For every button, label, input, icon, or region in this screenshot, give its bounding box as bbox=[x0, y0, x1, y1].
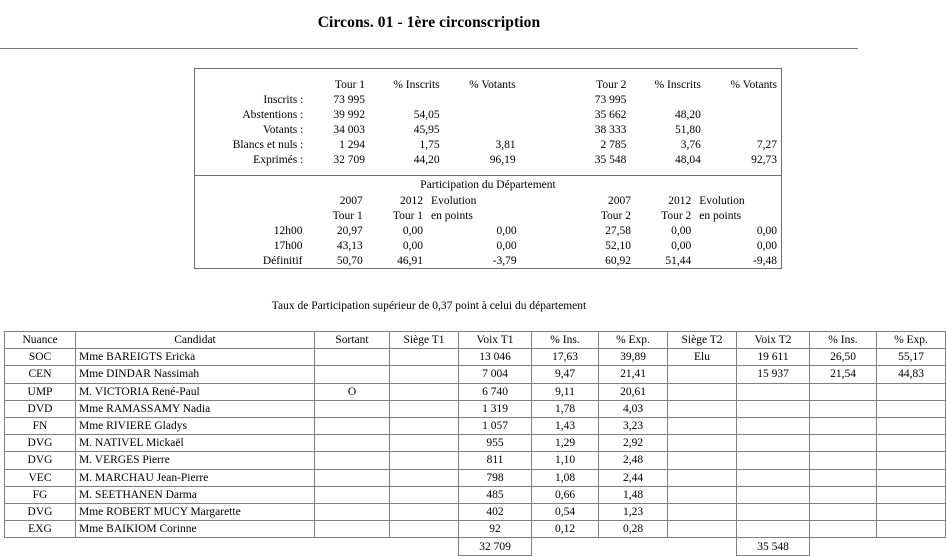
participation-2012-t1: 0,00 bbox=[402, 239, 424, 252]
cell-exp-t1: 3,23 bbox=[599, 417, 668, 434]
header-en-points-t1: en points bbox=[431, 209, 473, 222]
cell-exp-t1: 1,23 bbox=[599, 503, 668, 520]
cell-nuance: EXG bbox=[5, 521, 76, 538]
cell-exp-t2 bbox=[877, 452, 946, 469]
summary-t2-pct-inscrits: 3,76 bbox=[680, 138, 701, 151]
cell-nuance: UMP bbox=[5, 383, 76, 400]
cell-nuance: FN bbox=[5, 417, 76, 434]
header-pct-inscrits-t1: % Inscrits bbox=[393, 78, 440, 91]
cell-ins-t1: 17,63 bbox=[532, 349, 599, 366]
cell-exp-t2 bbox=[877, 469, 946, 486]
summary-t1-value: 32 709 bbox=[333, 153, 366, 166]
cell-siege-t2 bbox=[668, 503, 737, 520]
cell-siege-t2 bbox=[668, 521, 737, 538]
participation-row-label: Définitif bbox=[262, 254, 303, 267]
cell-exp-t2 bbox=[877, 503, 946, 520]
column-gap bbox=[521, 193, 575, 208]
cell-ins-t2 bbox=[810, 503, 877, 520]
totals-blank-sortant bbox=[315, 538, 390, 556]
cell-candidat: Mme RIVIERE Gladys bbox=[76, 417, 315, 434]
header-tour1-a: Tour 1 bbox=[332, 209, 363, 222]
summary-t2-value: 73 995 bbox=[594, 93, 627, 106]
participation-row bbox=[195, 253, 781, 268]
summary-t2-pct-inscrits: 51,80 bbox=[675, 123, 701, 136]
table-row bbox=[5, 417, 946, 434]
cell-nuance: CEN bbox=[5, 366, 76, 383]
cell-nuance: DVG bbox=[5, 503, 76, 520]
summary-header-row bbox=[195, 77, 781, 92]
cell-siege-t1 bbox=[390, 383, 459, 400]
cell-siege-t2 bbox=[668, 417, 737, 434]
col-header-siege-t1: Siège T1 bbox=[390, 332, 459, 349]
candidates-header-row bbox=[5, 332, 946, 349]
cell-exp-t1: 21,41 bbox=[599, 366, 668, 383]
spacer bbox=[195, 167, 781, 175]
cell-exp-t1: 1,48 bbox=[599, 486, 668, 503]
cell-ins-t2: 21,54 bbox=[810, 366, 877, 383]
cell-voix-t1: 1 057 bbox=[459, 417, 532, 434]
cell-voix-t1: 92 bbox=[459, 521, 532, 538]
summary-row-label: Exprimés : bbox=[253, 153, 304, 166]
participation-header-blank bbox=[195, 193, 306, 208]
table-row bbox=[5, 486, 946, 503]
cell-candidat: Mme RAMASSAMY Nadia bbox=[76, 400, 315, 417]
spacer bbox=[195, 69, 781, 77]
summary-header-blank bbox=[195, 77, 307, 92]
participation-row-label: 17h00 bbox=[273, 239, 303, 252]
totals-row bbox=[5, 538, 946, 556]
vote-summary-section bbox=[195, 69, 781, 175]
candidates-table bbox=[4, 331, 946, 556]
participation-row bbox=[195, 238, 781, 253]
summary-row bbox=[195, 152, 781, 167]
summary-t1-pct-inscrits: 1,75 bbox=[419, 138, 440, 151]
cell-siege-t1 bbox=[390, 521, 459, 538]
table-row bbox=[5, 452, 946, 469]
participation-row-label: 12h00 bbox=[273, 224, 303, 237]
participation-title: Participation du Département bbox=[420, 179, 556, 191]
summary-t2-pct-inscrits: 48,20 bbox=[675, 108, 701, 121]
totals-voix-t1: 32 709 bbox=[459, 538, 532, 556]
participation-tour-header-row bbox=[195, 208, 781, 223]
cell-candidat: M. SEETHANEN Darma bbox=[76, 486, 315, 503]
cell-ins-t2 bbox=[810, 400, 877, 417]
cell-siege-t1 bbox=[390, 349, 459, 366]
cell-sortant bbox=[315, 366, 390, 383]
totals-blank-exp-t1 bbox=[599, 538, 668, 556]
participation-2007-t2: 27,58 bbox=[605, 224, 631, 237]
cell-ins-t1: 1,29 bbox=[532, 435, 599, 452]
cell-nuance: DVG bbox=[5, 435, 76, 452]
col-header-sortant: Sortant bbox=[315, 332, 390, 349]
participation-2012-t1: 0,00 bbox=[402, 224, 424, 237]
table-row bbox=[5, 383, 946, 400]
cell-siege-t2 bbox=[668, 435, 737, 452]
cell-exp-t2 bbox=[877, 417, 946, 434]
col-header-ins-t2: % Ins. bbox=[810, 332, 877, 349]
participation-header-blank bbox=[195, 208, 306, 223]
totals-blank-siege-t2 bbox=[668, 538, 737, 556]
header-year-2007-t2: 2007 bbox=[608, 194, 631, 207]
summary-row bbox=[195, 107, 781, 122]
cell-exp-t1: 0,28 bbox=[599, 521, 668, 538]
cell-candidat: Mme DINDAR Nassimah bbox=[76, 366, 315, 383]
col-header-nuance: Nuance bbox=[5, 332, 76, 349]
summary-t2-pct-votants: 92,73 bbox=[751, 153, 777, 166]
title-divider bbox=[0, 48, 858, 49]
participation-2007-t1: 43,13 bbox=[336, 239, 363, 252]
department-participation-section bbox=[195, 175, 781, 268]
participation-2012-t2: 0,00 bbox=[671, 224, 692, 237]
page-title: Circons. 01 - 1ère circonscription bbox=[317, 14, 541, 31]
summary-t1-pct-inscrits: 54,05 bbox=[413, 108, 440, 121]
cell-voix-t1: 485 bbox=[459, 486, 532, 503]
cell-voix-t2 bbox=[737, 503, 810, 520]
participation-evolution-t2: -9,48 bbox=[753, 254, 777, 267]
cell-siege-t1 bbox=[390, 435, 459, 452]
cell-ins-t2 bbox=[810, 469, 877, 486]
cell-voix-t1: 811 bbox=[459, 452, 532, 469]
cell-nuance: DVD bbox=[5, 400, 76, 417]
col-header-exp-t2: % Exp. bbox=[877, 332, 946, 349]
cell-sortant: O bbox=[315, 383, 390, 400]
vote-summary-table bbox=[195, 69, 781, 175]
cell-voix-t1: 798 bbox=[459, 469, 532, 486]
col-header-siege-t2: Siège T2 bbox=[668, 332, 737, 349]
cell-voix-t1: 1 319 bbox=[459, 400, 532, 417]
summary-t1-value: 39 992 bbox=[333, 108, 366, 121]
cell-candidat: M. NATIVEL Mickaël bbox=[76, 435, 315, 452]
summary-row-label: Abstentions : bbox=[242, 108, 304, 121]
cell-voix-t1: 7 004 bbox=[459, 366, 532, 383]
participation-table bbox=[195, 193, 781, 268]
cell-voix-t1: 402 bbox=[459, 503, 532, 520]
col-header-exp-t1: % Exp. bbox=[599, 332, 668, 349]
cell-exp-t1: 39,89 bbox=[599, 349, 668, 366]
cell-ins-t1: 0,54 bbox=[532, 503, 599, 520]
totals-blank-exp-t2 bbox=[877, 538, 946, 556]
participation-evolution-t1: -3,79 bbox=[492, 254, 517, 267]
column-gap bbox=[520, 77, 569, 92]
participation-2012-t2: 0,00 bbox=[671, 239, 692, 252]
cell-voix-t1: 13 046 bbox=[459, 349, 532, 366]
cell-exp-t2 bbox=[877, 486, 946, 503]
participation-year-header-row bbox=[195, 193, 781, 208]
participation-row bbox=[195, 223, 781, 238]
cell-candidat: M. VERGES Pierre bbox=[76, 452, 315, 469]
column-gap bbox=[520, 122, 569, 137]
participation-2012-t2: 51,44 bbox=[665, 254, 692, 267]
summary-box bbox=[194, 68, 782, 269]
header-tour1: Tour 1 bbox=[334, 78, 366, 91]
cell-sortant bbox=[315, 435, 390, 452]
participation-evolution-t2: 0,00 bbox=[756, 239, 777, 252]
header-tour2-a: Tour 2 bbox=[600, 209, 631, 222]
column-gap bbox=[520, 137, 569, 152]
participation-evolution-t1: 0,00 bbox=[496, 224, 517, 237]
cell-candidat: M. MARCHAU Jean-Pierre bbox=[76, 469, 315, 486]
header-pct-votants-t1: % Votants bbox=[469, 78, 516, 91]
summary-t2-pct-votants bbox=[705, 92, 781, 107]
cell-voix-t2 bbox=[737, 417, 810, 434]
header-tour2: Tour 2 bbox=[596, 78, 627, 91]
column-gap bbox=[521, 223, 575, 238]
participation-evolution-t1: 0,00 bbox=[496, 239, 517, 252]
table-row bbox=[5, 435, 946, 452]
summary-t1-pct-votants bbox=[444, 92, 520, 107]
page-header bbox=[0, 0, 858, 49]
cell-voix-t1: 955 bbox=[459, 435, 532, 452]
cell-ins-t2 bbox=[810, 452, 877, 469]
cell-sortant bbox=[315, 417, 390, 434]
cell-exp-t1: 2,48 bbox=[599, 452, 668, 469]
participation-2007-t2: 52,10 bbox=[605, 239, 631, 252]
cell-ins-t1: 0,66 bbox=[532, 486, 599, 503]
participation-2007-t2: 60,92 bbox=[605, 254, 631, 267]
totals-blank-siege-t1 bbox=[390, 538, 459, 556]
cell-ins-t2 bbox=[810, 417, 877, 434]
cell-voix-t2 bbox=[737, 521, 810, 538]
cell-nuance: FG bbox=[5, 486, 76, 503]
column-gap bbox=[520, 92, 569, 107]
table-row bbox=[5, 503, 946, 520]
cell-exp-t1: 20,61 bbox=[599, 383, 668, 400]
summary-row bbox=[195, 122, 781, 137]
cell-siege-t1 bbox=[390, 486, 459, 503]
cell-exp-t1: 2,44 bbox=[599, 469, 668, 486]
summary-t2-pct-votants bbox=[705, 107, 781, 122]
cell-nuance: VEC bbox=[5, 469, 76, 486]
cell-ins-t1: 9,11 bbox=[532, 383, 599, 400]
header-tour2-b: Tour 2 bbox=[661, 209, 692, 222]
cell-ins-t1: 9,47 bbox=[532, 366, 599, 383]
cell-voix-t2 bbox=[737, 452, 810, 469]
summary-t2-pct-inscrits bbox=[630, 92, 705, 107]
cell-siege-t2 bbox=[668, 469, 737, 486]
summary-row bbox=[195, 137, 781, 152]
cell-exp-t2 bbox=[877, 383, 946, 400]
header-year-2012-t2: 2012 bbox=[668, 194, 692, 207]
totals-blank-ins-t1 bbox=[532, 538, 599, 556]
summary-t1-pct-votants: 96,19 bbox=[489, 153, 516, 166]
summary-t1-value: 1 294 bbox=[339, 138, 366, 151]
cell-exp-t2 bbox=[877, 400, 946, 417]
cell-nuance: DVG bbox=[5, 452, 76, 469]
cell-ins-t1: 1,08 bbox=[532, 469, 599, 486]
cell-voix-t2 bbox=[737, 400, 810, 417]
col-header-candidat: Candidat bbox=[76, 332, 315, 349]
summary-row-label: Votants : bbox=[262, 123, 304, 136]
cell-ins-t1: 1,10 bbox=[532, 452, 599, 469]
totals-blank-ins-t2 bbox=[810, 538, 877, 556]
header-tour1-b: Tour 1 bbox=[392, 209, 424, 222]
summary-t1-pct-inscrits bbox=[369, 92, 444, 107]
cell-siege-t2 bbox=[668, 366, 737, 383]
cell-ins-t2 bbox=[810, 521, 877, 538]
summary-t1-pct-inscrits: 44,20 bbox=[413, 153, 440, 166]
cell-sortant bbox=[315, 486, 390, 503]
cell-siege-t1 bbox=[390, 366, 459, 383]
cell-siege-t2 bbox=[668, 383, 737, 400]
summary-t2-value: 38 333 bbox=[594, 123, 627, 136]
table-row bbox=[5, 469, 946, 486]
cell-candidat: Mme BAIKIOM Corinne bbox=[76, 521, 315, 538]
totals-voix-t2: 35 548 bbox=[737, 538, 810, 556]
cell-voix-t2: 19 611 bbox=[737, 349, 810, 366]
cell-ins-t2 bbox=[810, 486, 877, 503]
cell-siege-t1 bbox=[390, 503, 459, 520]
cell-voix-t1: 6 740 bbox=[459, 383, 532, 400]
summary-t2-pct-votants bbox=[705, 122, 781, 137]
cell-exp-t2 bbox=[877, 435, 946, 452]
cell-sortant bbox=[315, 521, 390, 538]
column-gap bbox=[520, 107, 569, 122]
cell-candidat: Mme ROBERT MUCY Margarette bbox=[76, 503, 315, 520]
column-gap bbox=[521, 253, 575, 268]
cell-ins-t2 bbox=[810, 383, 877, 400]
candidates-body bbox=[5, 349, 946, 556]
column-gap bbox=[521, 238, 575, 253]
cell-candidat: M. VICTORIA René-Paul bbox=[76, 383, 315, 400]
summary-row bbox=[195, 92, 781, 107]
header-en-points-t2: en points bbox=[699, 209, 742, 222]
candidates-table-wrap bbox=[4, 331, 928, 556]
cell-ins-t2: 26,50 bbox=[810, 349, 877, 366]
participation-note: Taux de Participation supérieur de 0,37 point à celui du département bbox=[271, 300, 587, 312]
summary-t1-pct-votants bbox=[444, 122, 520, 137]
cell-ins-t1: 0,12 bbox=[532, 521, 599, 538]
column-gap bbox=[521, 208, 575, 223]
summary-t1-pct-votants: 3,81 bbox=[495, 138, 516, 151]
summary-t2-value: 2 785 bbox=[600, 138, 627, 151]
cell-siege-t2: Elu bbox=[668, 349, 737, 366]
summary-t2-pct-votants: 7,27 bbox=[756, 138, 777, 151]
cell-exp-t1: 2,92 bbox=[599, 435, 668, 452]
cell-siege-t1 bbox=[390, 400, 459, 417]
participation-evolution-t2: 0,00 bbox=[756, 224, 777, 237]
table-row bbox=[5, 349, 946, 366]
cell-sortant bbox=[315, 452, 390, 469]
table-row bbox=[5, 521, 946, 538]
participation-2007-t1: 20,97 bbox=[336, 224, 363, 237]
cell-siege-t2 bbox=[668, 452, 737, 469]
cell-voix-t2 bbox=[737, 486, 810, 503]
participation-2007-t1: 50,70 bbox=[336, 254, 363, 267]
summary-t1-pct-inscrits: 45,95 bbox=[413, 123, 440, 136]
cell-exp-t2: 55,17 bbox=[877, 349, 946, 366]
cell-siege-t2 bbox=[668, 486, 737, 503]
cell-siege-t1 bbox=[390, 452, 459, 469]
col-header-voix-t2: Voix T2 bbox=[737, 332, 810, 349]
cell-sortant bbox=[315, 400, 390, 417]
participation-2012-t1: 46,91 bbox=[397, 254, 424, 267]
cell-voix-t2 bbox=[737, 383, 810, 400]
header-year-2012-t1: 2012 bbox=[400, 194, 424, 207]
column-gap bbox=[520, 152, 569, 167]
totals-blank-candidat bbox=[76, 538, 315, 556]
table-row bbox=[5, 366, 946, 383]
summary-t2-pct-inscrits: 48,04 bbox=[675, 153, 701, 166]
summary-t2-value: 35 662 bbox=[594, 108, 627, 121]
cell-ins-t1: 1,43 bbox=[532, 417, 599, 434]
cell-sortant bbox=[315, 503, 390, 520]
cell-ins-t1: 1,78 bbox=[532, 400, 599, 417]
col-header-ins-t1: % Ins. bbox=[532, 332, 599, 349]
cell-voix-t2: 15 937 bbox=[737, 366, 810, 383]
header-pct-votants-t2: % Votants bbox=[730, 78, 777, 91]
col-header-voix-t1: Voix T1 bbox=[459, 332, 532, 349]
cell-exp-t2: 44,83 bbox=[877, 366, 946, 383]
cell-sortant bbox=[315, 349, 390, 366]
cell-candidat: Mme BAREIGTS Ericka bbox=[76, 349, 315, 366]
cell-voix-t2 bbox=[737, 469, 810, 486]
header-year-2007-t1: 2007 bbox=[339, 194, 363, 207]
cell-nuance: SOC bbox=[5, 349, 76, 366]
cell-voix-t2 bbox=[737, 435, 810, 452]
cell-siege-t1 bbox=[390, 417, 459, 434]
summary-t2-value: 35 548 bbox=[594, 153, 627, 166]
summary-t1-value: 73 995 bbox=[333, 93, 366, 106]
cell-ins-t2 bbox=[810, 435, 877, 452]
header-evolution-t2: Evolution bbox=[699, 194, 745, 207]
cell-exp-t1: 4,03 bbox=[599, 400, 668, 417]
header-evolution-t1: Evolution bbox=[431, 194, 477, 207]
summary-row-label: Blancs et nuls : bbox=[232, 138, 304, 151]
cell-sortant bbox=[315, 469, 390, 486]
table-row bbox=[5, 400, 946, 417]
cell-siege-t1 bbox=[390, 469, 459, 486]
cell-siege-t2 bbox=[668, 400, 737, 417]
summary-t1-value: 34 003 bbox=[333, 123, 366, 136]
totals-blank-nuance bbox=[5, 538, 76, 556]
summary-row-label: Inscrits : bbox=[263, 93, 304, 106]
summary-t1-pct-votants bbox=[444, 107, 520, 122]
cell-exp-t2 bbox=[877, 521, 946, 538]
header-pct-inscrits-t2: % Inscrits bbox=[654, 78, 701, 91]
